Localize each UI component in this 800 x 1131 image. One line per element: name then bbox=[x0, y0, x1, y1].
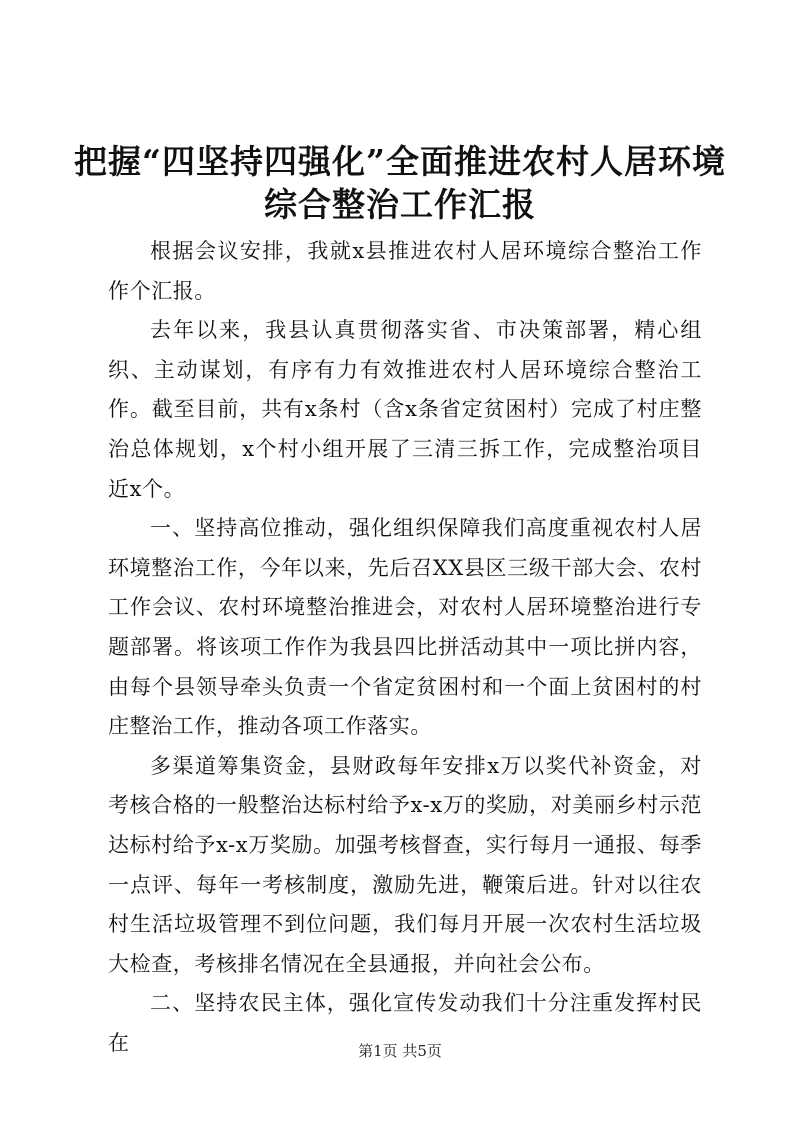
document-body bbox=[108, 232, 702, 1063]
page-number-footer: 第1页 共5页 bbox=[358, 1042, 442, 1060]
paragraph-2: 去年以来，我县认真贯彻落实省、市决策部署，精心组织、主动谋划，有序有力有效推进农村人居环境综合整治工作。截至目前，共有x条村（含x条省定贫困村）完成了村庄整治总体规划，x个村小组开展了三清三拆工作，完成整治项目近x个。 bbox=[108, 318, 702, 501]
document-title-line-1: 把握“四坚持四强化”全面推进农村人居环境 bbox=[74, 142, 726, 181]
paragraph-1: 根据会议安排，我就x县推进农村人居环境综合整治工作作个汇报。 bbox=[108, 239, 702, 303]
paragraph-5: 二、坚持农民主体，强化宣传发动我们十分注重发挥村民在 bbox=[108, 991, 702, 1055]
paragraph-3: 一、坚持高位推动，强化组织保障我们高度重视农村人居环境整治工作，今年以来，先后召XX县区三级干部大会、农村工作会议、农村环境整治推进会，对农村人居环境整治进行专题部署。将该项工作作为我县四比拼活动其中一项比拼内容，由每个县领导牵头负责一个省定贫困村和一个面上贫困村的村庄整治工作，推动各项工作落实。 bbox=[108, 516, 702, 739]
paragraph-4: 多渠道筹集资金，县财政每年安排x万以奖代补资金，对考核合格的一般整治达标村给予x-x万的奖励，对美丽乡村示范达标村给予x-x万奖励。加强考核督查，实行每月一通报、每季一点评、每年一考核制度，激励先进，鞭策后进。针对以往农村生活垃圾管理不到位问题，我们每月开展一次农村生活垃圾大检查，考核排名情况在全县通报，并向社会公布。 bbox=[108, 753, 702, 976]
document-title-line-2: 综合整治工作汇报 bbox=[264, 185, 536, 224]
